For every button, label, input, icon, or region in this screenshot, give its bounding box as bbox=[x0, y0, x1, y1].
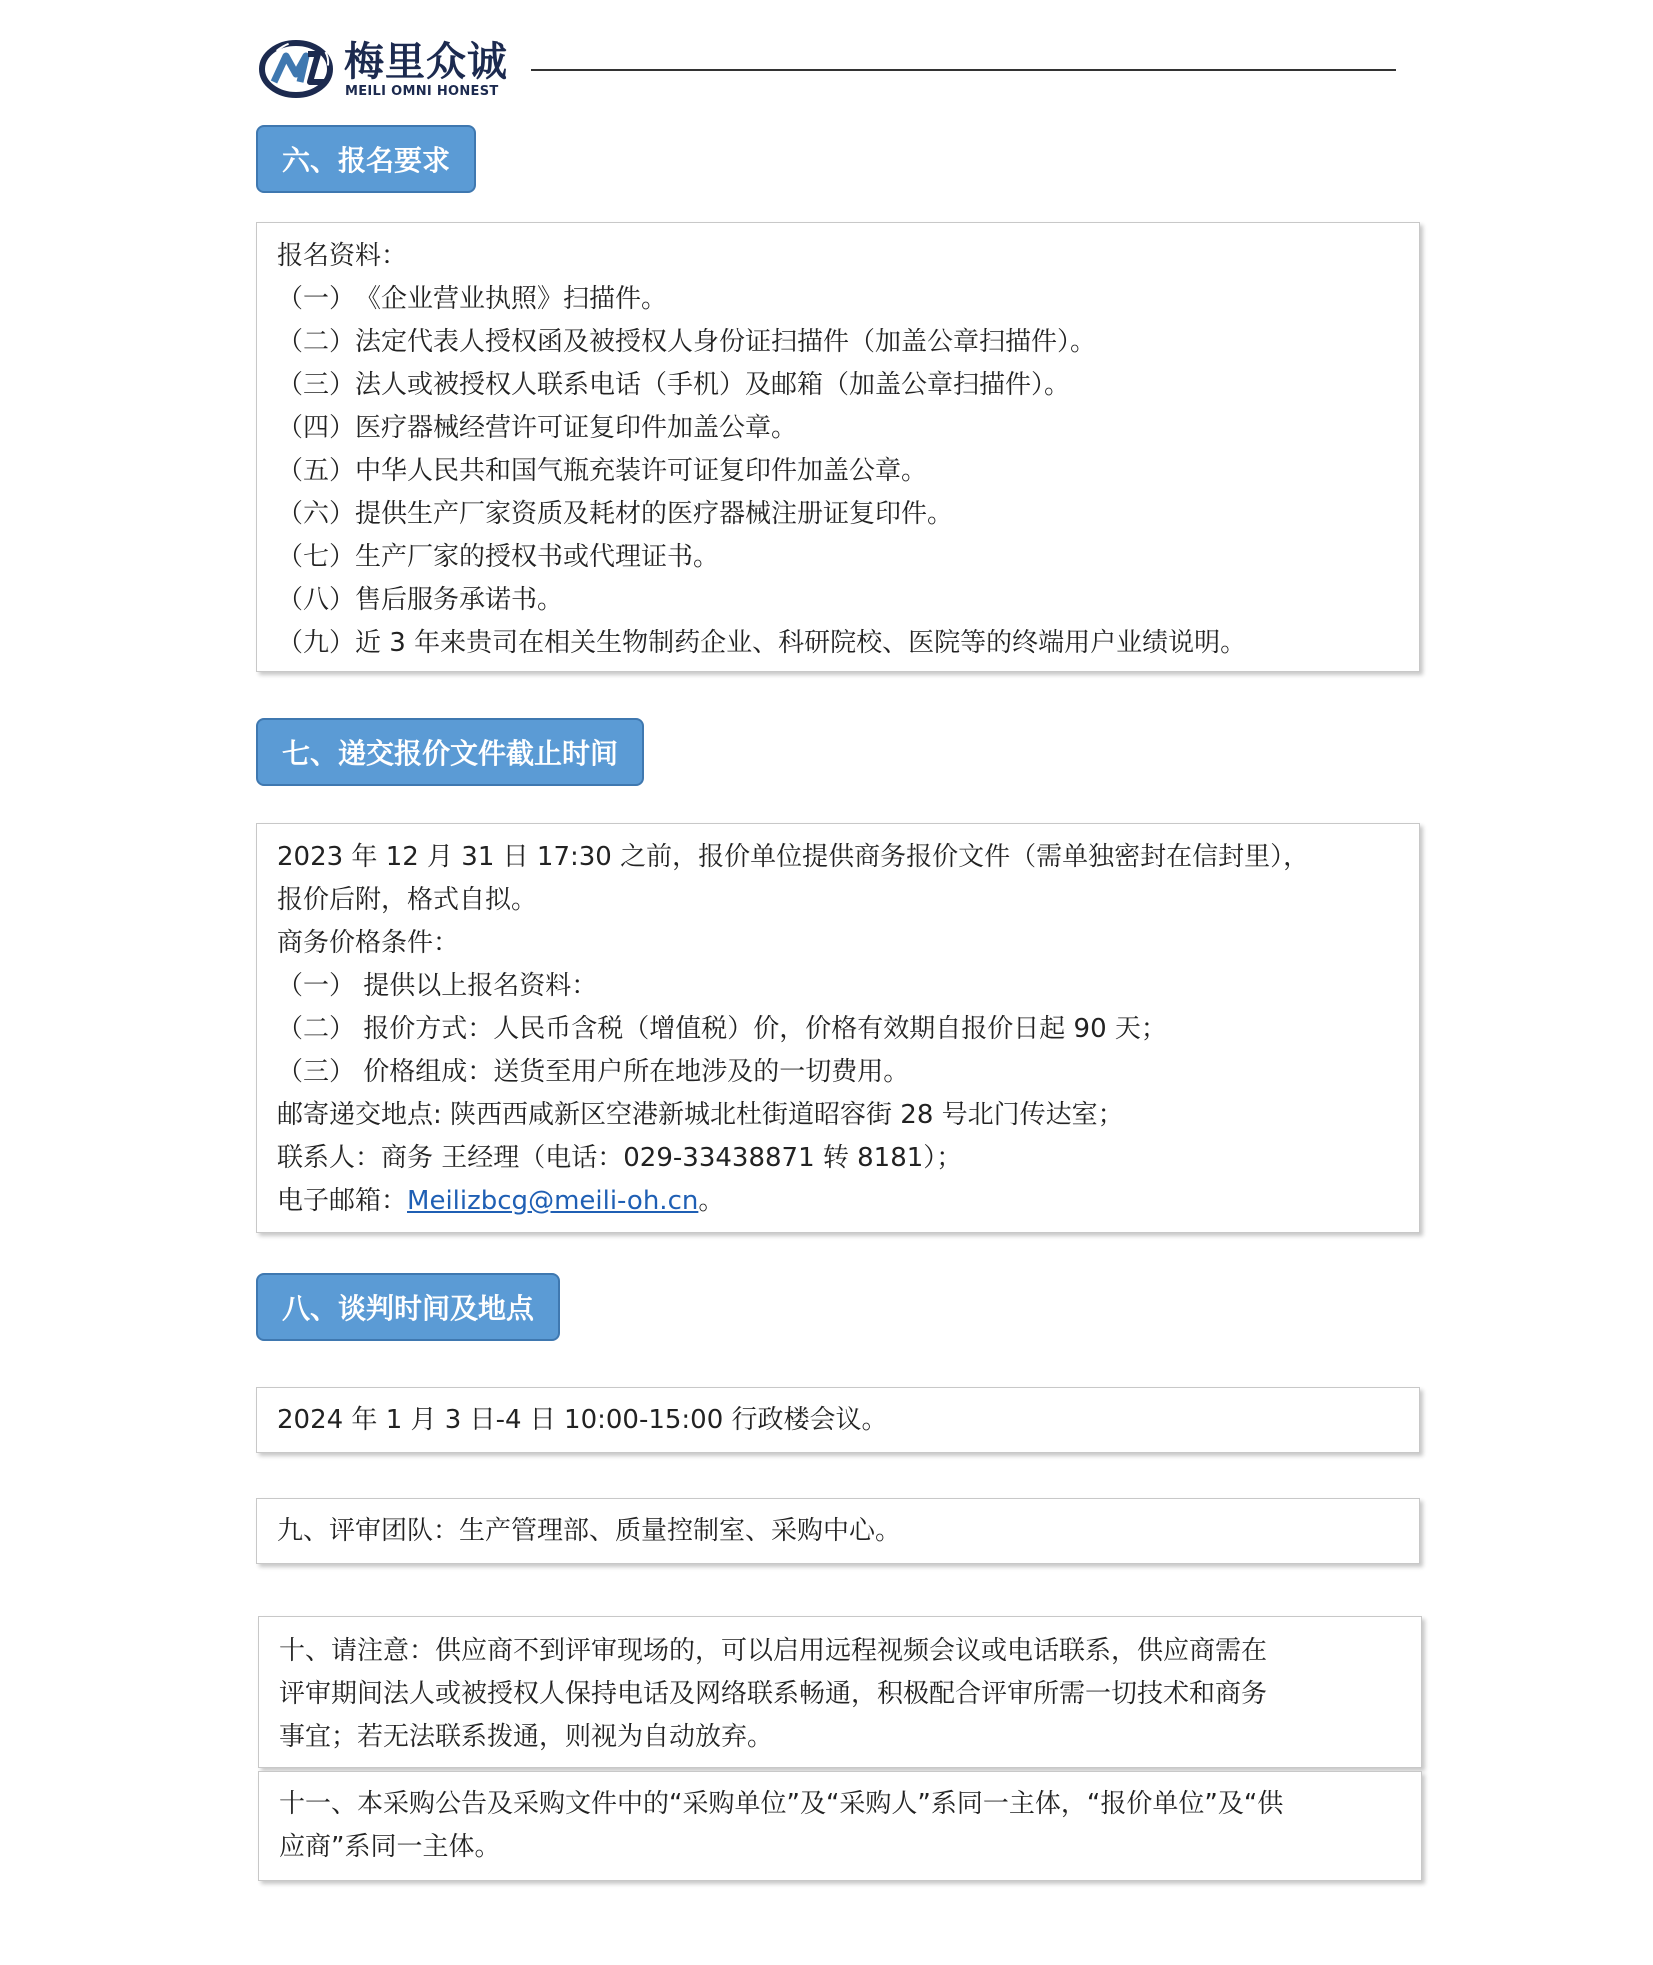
item-number: （七） bbox=[277, 542, 356, 572]
ml-logo-icon bbox=[256, 36, 338, 102]
list-item bbox=[277, 1051, 1399, 1094]
item-text: 提供生产厂家资质及耗材的医疗器械注册证复印件。 bbox=[355, 499, 954, 529]
section-9-box bbox=[256, 1498, 1420, 1564]
item-number: （五） bbox=[277, 456, 356, 486]
list-item bbox=[277, 364, 1399, 407]
item-number: （三） bbox=[277, 1057, 356, 1087]
item-text: 《企业营业执照》扫描件。 bbox=[355, 284, 668, 314]
item-number: （二） bbox=[277, 327, 356, 357]
item-number: （三） bbox=[277, 370, 356, 400]
item-number: （六） bbox=[277, 499, 356, 529]
list-item bbox=[277, 493, 1399, 536]
item-text: 医疗器械经营许可证复印件加盖公章。 bbox=[355, 413, 798, 443]
section-6-heading: 报名资料： bbox=[277, 241, 408, 271]
item-text: 近 3 年来贵司在相关生物制药企业、科研院校、医院等的终端用户业绩说明。 bbox=[355, 628, 1247, 658]
header-rule bbox=[531, 69, 1396, 71]
negotiation-time: 2024 年 1 月 3 日-4 日 10:00-15:00 行政楼会议。 bbox=[277, 1405, 888, 1435]
review-team: 九、评审团队：生产管理部、质量控制室、采购中心。 bbox=[277, 1516, 902, 1546]
list-item bbox=[277, 321, 1399, 364]
list-item bbox=[277, 965, 1399, 1008]
email-line bbox=[277, 1180, 1399, 1223]
item-number: （一） bbox=[277, 971, 356, 1001]
item-number: （九） bbox=[277, 628, 356, 658]
conditions-heading: 商务价格条件： bbox=[277, 928, 460, 958]
item-text: 法定代表人授权函及被授权人身份证扫描件（加盖公章扫描件）。 bbox=[355, 327, 1097, 357]
notice-line: 事宜；若无法联系拨通，则视为自动放弃。 bbox=[279, 1722, 774, 1752]
notice-line: 评审期间法人或被授权人保持电话及网络联系畅通，积极配合评审所需一切技术和商务 bbox=[279, 1679, 1268, 1709]
notice-line: 十、请注意：供应商不到评审现场的，可以启用远程视频会议或电话联系，供应商需在 bbox=[279, 1636, 1268, 1666]
section-8-box bbox=[256, 1387, 1420, 1453]
company-name-cn: 梅里众诚 bbox=[344, 39, 508, 85]
email-suffix: 。 bbox=[698, 1186, 725, 1216]
item-text: 报价方式：人民币含税（增值税）价，价格有效期自报价日起 90 天； bbox=[363, 1014, 1167, 1044]
list-item bbox=[277, 1008, 1399, 1051]
section-6-box bbox=[256, 222, 1420, 672]
email-label: 电子邮箱： bbox=[277, 1186, 408, 1216]
company-name-en: MEILI OMNI HONEST bbox=[345, 84, 499, 99]
section-8-title: 八、谈判时间及地点 bbox=[256, 1273, 560, 1341]
item-number: （一） bbox=[277, 284, 356, 314]
item-text: 提供以上报名资料： bbox=[363, 971, 598, 1001]
list-item bbox=[277, 536, 1399, 579]
list-item bbox=[277, 407, 1399, 450]
section-10-box bbox=[258, 1616, 1422, 1768]
item-text: 生产厂家的授权书或代理证书。 bbox=[355, 542, 720, 572]
item-text: 法人或被授权人联系电话（手机）及邮箱（加盖公章扫描件）。 bbox=[355, 370, 1071, 400]
contact-info: 联系人：商务 王经理（电话：029-33438871 转 8181）； bbox=[277, 1143, 963, 1173]
definition-line: 十一、本采购公告及采购文件中的“采购单位”及“采购人”系同一主体，“报价单位”及“供 bbox=[279, 1789, 1284, 1819]
definition-line: 应商”系同一主体。 bbox=[279, 1832, 501, 1862]
item-text: 售后服务承诺书。 bbox=[355, 585, 564, 615]
item-text: 价格组成：送货至用户所在地涉及的一切费用。 bbox=[363, 1057, 910, 1087]
section-11-box bbox=[258, 1771, 1422, 1881]
list-item bbox=[277, 278, 1399, 321]
list-item bbox=[277, 579, 1399, 622]
deadline-line: 2023 年 12 月 31 日 17:30 之前，报价单位提供商务报价文件（需单独密封在信封里）， bbox=[277, 842, 1310, 872]
deadline-line-2: 报价后附，格式自拟。 bbox=[277, 885, 538, 915]
page-header bbox=[256, 36, 1396, 106]
email-link[interactable]: Meilizbcg@meili-oh.cn bbox=[407, 1186, 699, 1216]
section-7-title: 七、递交报价文件截止时间 bbox=[256, 718, 644, 786]
section-7-box bbox=[256, 823, 1420, 1233]
list-item bbox=[277, 450, 1399, 493]
item-number: （八） bbox=[277, 585, 356, 615]
item-number: （四） bbox=[277, 413, 356, 443]
item-number: （二） bbox=[277, 1014, 356, 1044]
list-item bbox=[277, 622, 1399, 665]
mailing-address: 邮寄递交地点: 陕西西咸新区空港新城北杜街道昭容街 28 号北门传达室； bbox=[277, 1100, 1124, 1130]
section-6-title: 六、报名要求 bbox=[256, 125, 476, 193]
item-text: 中华人民共和国气瓶充装许可证复印件加盖公章。 bbox=[355, 456, 928, 486]
